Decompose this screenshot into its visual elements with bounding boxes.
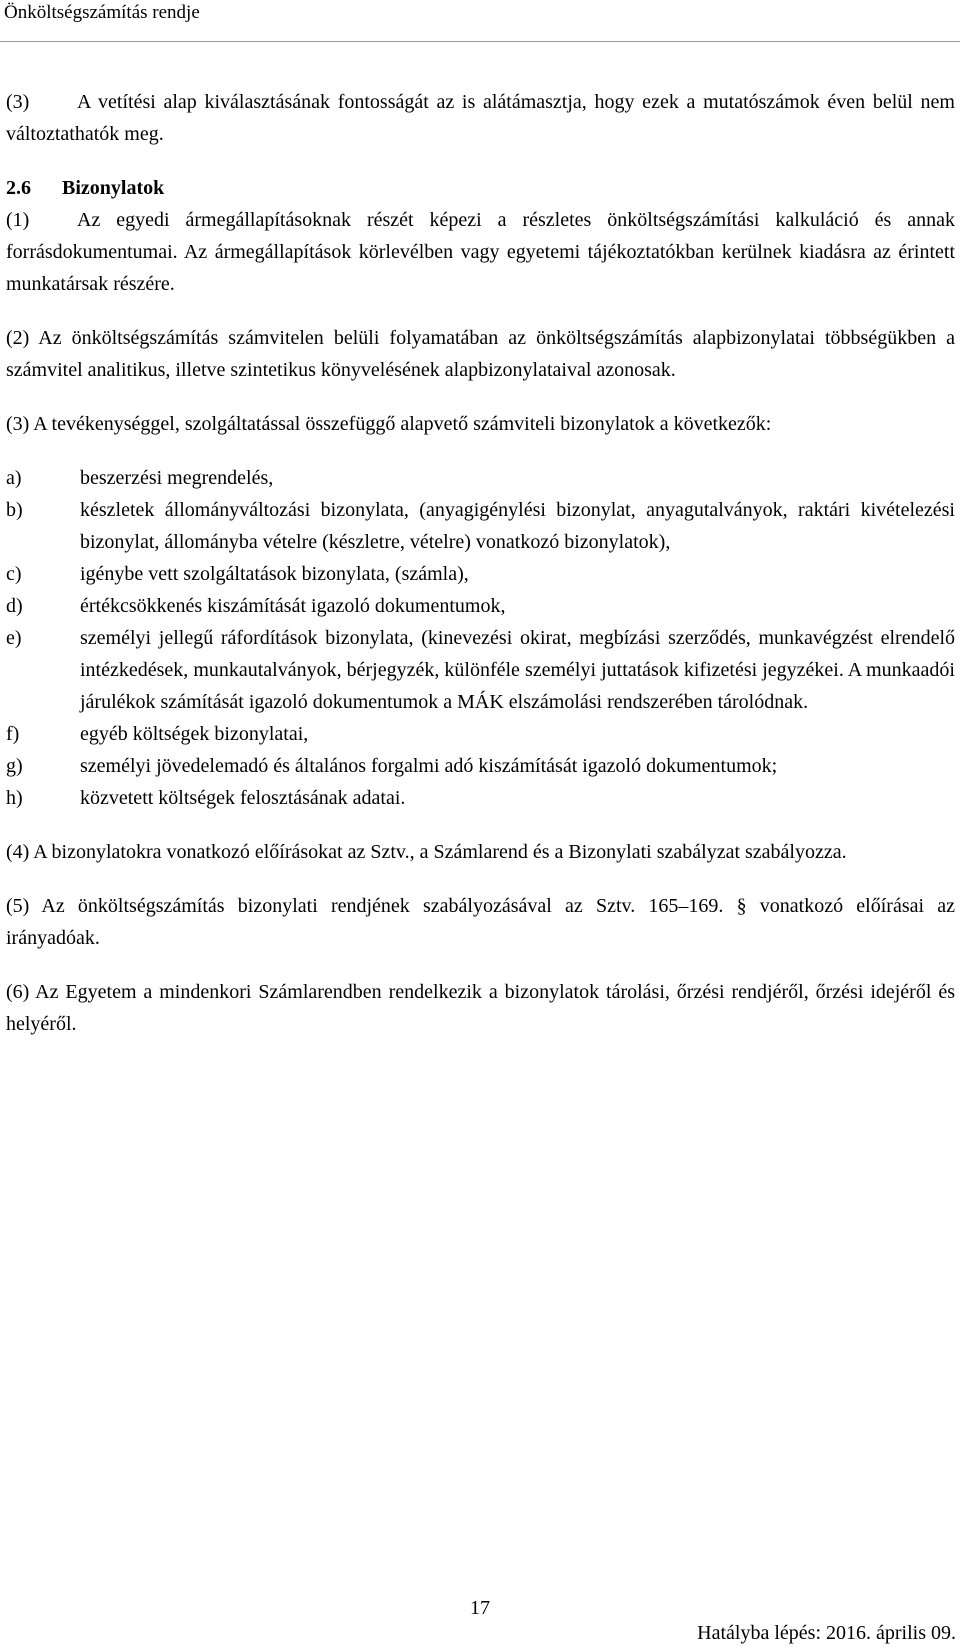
page-number: 17 (470, 1597, 490, 1619)
paragraph-number: (3) (6, 91, 30, 113)
list-item-text: közvetett költségek felosztásának adatai. (80, 787, 406, 809)
paragraph-text: Az egyedi ármegállapításoknak részét képezi a részletes önköltségszámítási kalkuláció és annak forrásdokumentumai. Az ármegállapítások körlevélben vagy egyetemi tájékoztatókban kerülnek kiadásra az érintett munkatársak részére. (6, 209, 955, 295)
paragraph-1 (6, 204, 955, 300)
list-item (6, 782, 955, 814)
spacer (6, 868, 955, 890)
list-item (6, 462, 955, 494)
list-item-letter: b) (6, 499, 23, 521)
spacer (6, 954, 955, 976)
list-item (6, 590, 955, 622)
effective-date: Hatályba lépés: 2016. április 09. (697, 1622, 956, 1644)
document-list (6, 462, 955, 814)
section-number: 2.6 (6, 177, 31, 199)
list-item-text: személyi jellegű ráfordítások bizonylata, (kinevezési okirat, megbízási szerződés, munkavégzést elrendelő intézkedések, munkautalványok, bérjegyzék, különféle személyi juttatások kifizetési jegyzékei. A munkaadói járulékok számítását igazoló dokumentumok a MÁK elszámolási rendszerében tárolódnak. (80, 627, 955, 713)
spacer (6, 814, 955, 836)
list-item-text: készletek állományváltozási bizonylata, (anyagigénylési bizonylat, anyagutalványok, raktári kivételezési bizonylat, állományba vételre (készletre, vételre) vonatkozó bizonylatok), (80, 499, 955, 553)
list-item-letter: g) (6, 755, 23, 777)
section-heading (6, 172, 955, 204)
list-item-letter: h) (6, 787, 23, 809)
paragraph-6: (6) Az Egyetem a mindenkori Számlarendben rendelkezik a bizonylatok tárolási, őrzési rendjéről, őrzési idejéről és helyéről. (6, 981, 955, 1035)
list-item (6, 622, 955, 718)
spacer (6, 300, 955, 322)
list-item-text: személyi jövedelemadó és általános forgalmi adó kiszámítását igazoló dokumentumok; (80, 755, 778, 777)
list-item (6, 558, 955, 590)
list-item-letter: f) (6, 723, 20, 745)
list-item-text: értékcsökkenés kiszámítását igazoló dokumentumok, (80, 595, 506, 617)
paragraph-2: (2) Az önköltségszámítás számvitelen belüli folyamatában az önköltségszámítás alapbizonylatai többségükben a számvitel analitikus, illetve szintetikus könyvelésének alapbizonylataival azonosak. (6, 327, 955, 381)
list-item-letter: c) (6, 563, 22, 585)
document-body (6, 86, 955, 1040)
section-title: Bizonylatok (62, 177, 165, 199)
paragraph-3: (3) A tevékenységgel, szolgáltatással összefüggő alapvető számviteli bizonylatok a következők: (6, 413, 772, 435)
list-item-letter: e) (6, 627, 22, 649)
page-header-title: Önköltségszámítás rendje (4, 2, 200, 23)
list-item (6, 750, 955, 782)
list-item-text: beszerzési megrendelés, (80, 467, 274, 489)
header-divider (0, 41, 960, 42)
list-item-text: igénybe vett szolgáltatások bizonylata, (számla), (80, 563, 469, 585)
paragraph-4: (4) A bizonylatokra vonatkozó előírásokat az Sztv., a Számlarend és a Bizonylati szabályzat szabályozza. (6, 841, 847, 863)
list-item-letter: a) (6, 467, 22, 489)
spacer (6, 150, 955, 172)
paragraph-3-intro (6, 86, 955, 150)
paragraph-5: (5) Az önköltségszámítás bizonylati rendjének szabályozásával az Sztv. 165–169. § vonatkozó előírásai az irányadóak. (6, 895, 955, 949)
list-item (6, 494, 955, 558)
list-item (6, 718, 955, 750)
list-item-text: egyéb költségek bizonylatai, (80, 723, 309, 745)
paragraph-text: A vetítési alap kiválasztásának fontosságát az is alátámasztja, hogy ezek a mutatószámok éven belül nem változtathatók meg. (6, 91, 955, 145)
paragraph-number: (1) (6, 209, 30, 231)
spacer (6, 386, 955, 408)
list-item-letter: d) (6, 595, 23, 617)
spacer (6, 440, 955, 462)
